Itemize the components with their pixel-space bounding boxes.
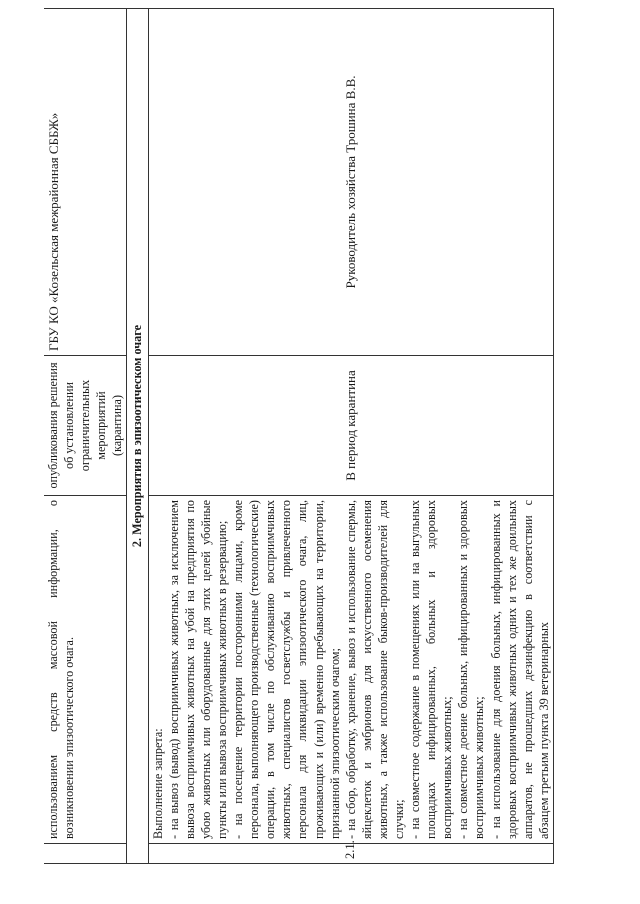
activity-cell — [148, 496, 553, 844]
term-cell: опубликования решения об установлении ограничительных мероприятий (карантина) — [44, 356, 127, 496]
activity-paragraph: - на сбор, обработку, хранение, вывоз и использование спермы, яйцеклеток и эмбрионов для искусственного осеменения животных, а также использование быков-производителей для случки; — [343, 500, 406, 839]
activity-paragraph: - на посещение территории посторонними лицами, кроме персонала, выполняющего производственные (технологические) операции, в том числе по обслуживанию восприимчивых животных, специалистов госветслужбы и привлеченного персонала для ликвидации эпизоотического очага, лиц, проживающих и (или) временно пребывающих на территории, признанной эпизоотическим очагом; — [231, 500, 342, 839]
responsible-cell: ГБУ КО «Козельская межрайонная СББЖ» — [44, 9, 127, 356]
activity-paragraph: - на совместное содержание в помещениях или на выгульных площадках инфицированных, больных и здоровых восприимчивых животных; — [408, 500, 455, 839]
term-cell: В период карантина — [148, 356, 553, 496]
action-plan-table — [44, 8, 554, 864]
section-row — [127, 9, 148, 864]
table-row — [44, 9, 127, 864]
activity-paragraph: Выполнение запрета: — [150, 728, 165, 839]
activity-paragraph: - на совместное доение больных, инфицированных и здоровых восприимчивых животных; — [456, 500, 487, 839]
table-row — [148, 9, 553, 864]
section-title: 2. Мероприятия в эпизоотическом очаге — [127, 9, 148, 864]
number-cell — [44, 844, 127, 864]
activity-paragraph: - на использование для доения больных, инфицированных и здоровых восприимчивых животных одних и тех же доильных аппаратов, не прошедших дезинфекцию в соответствии с абзацем третьим пункта 39 ветеринарных — [488, 500, 551, 839]
activity-cell: использованием средств массовой информации, о возникновении эпизоотического очага. — [44, 496, 127, 844]
row-number: 2.1. — [148, 844, 553, 864]
rotated-page — [44, 8, 634, 864]
activity-paragraph: - на вывоз (вывод) восприимчивых животных, за исключением вывоза восприимчивых животных на убой на предприятия по убою животных или оборудованные для этих целей убойные пункты или вывоза восприимчивых животных в резервацию; — [166, 500, 229, 839]
responsible-cell: Руководитель хозяйства Трошина В.В. — [148, 9, 553, 356]
